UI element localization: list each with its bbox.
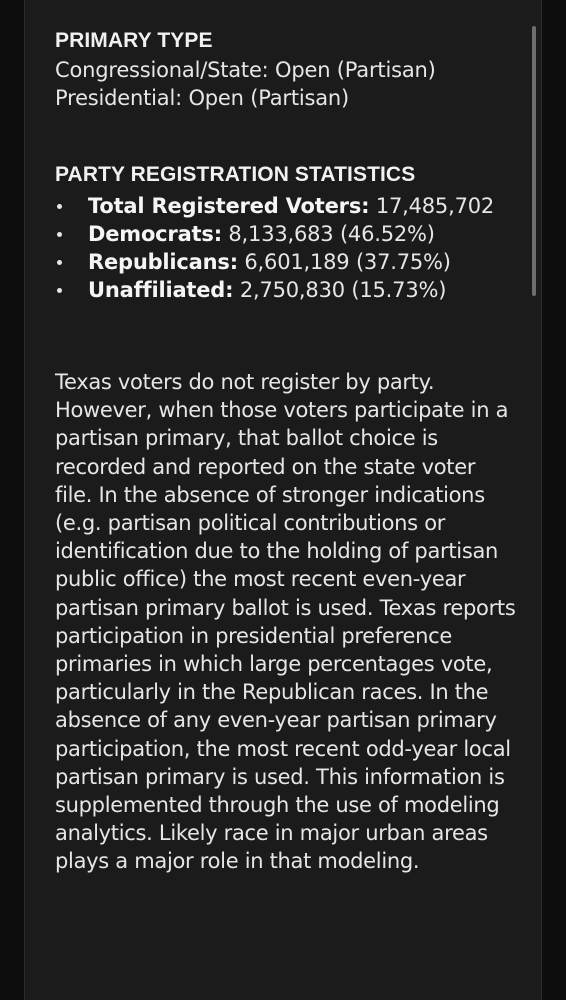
- bullet-icon: [57, 260, 62, 265]
- scrollbar-thumb[interactable]: [532, 26, 536, 296]
- stat-value: 8,133,683 (46.52%): [228, 222, 435, 246]
- congressional-primary-type: Congressional/State: Open (Partisan): [55, 58, 436, 82]
- section-spacer: [55, 112, 525, 160]
- state-info-panel: [24, 0, 542, 1000]
- stat-label: Republicans:: [88, 250, 238, 274]
- stat-unaffiliated: [55, 276, 525, 304]
- primary-type-heading: PRIMARY TYPE: [55, 29, 213, 52]
- stat-label: Democrats:: [88, 222, 222, 246]
- stat-value: 17,485,702: [375, 194, 495, 218]
- stat-republicans: [55, 248, 525, 276]
- stat-label: Unaffiliated:: [88, 278, 234, 302]
- stat-total-registered: [55, 192, 525, 220]
- party-registration-heading: PARTY REGISTRATION STATISTICS: [55, 163, 416, 186]
- bullet-icon: [57, 204, 62, 209]
- stat-value: 2,750,830 (15.73%): [239, 278, 447, 302]
- stat-value: 6,601,189 (37.75%): [244, 250, 451, 274]
- registration-description: Texas voters do not register by party. However, when those voters participate in a partisan primary, that ballot choice is recorded and reported on the state voter file. In the absence of stronger indications (e.g. partisan political contributions or identification due to the holding of partisan public office) the most recent even-year partisan primary ballot is used. Texas reports participation in presidential preference primaries in which large percentages vote, particularly in the Republican races. In the absence of any even-year partisan primary participation, the most recent odd-year local partisan primary is used. This information is supplemented through the use of modeling analytics. Likely race in major urban areas plays a major role in that modeling.: [55, 370, 516, 874]
- bullet-icon: [57, 288, 62, 293]
- stat-democrats: [55, 220, 525, 248]
- panel-content: [55, 26, 525, 876]
- party-registration-list: [55, 192, 525, 304]
- bullet-icon: [57, 232, 62, 237]
- presidential-primary-type: Presidential: Open (Partisan): [55, 86, 350, 110]
- stat-label: Total Registered Voters:: [88, 194, 370, 218]
